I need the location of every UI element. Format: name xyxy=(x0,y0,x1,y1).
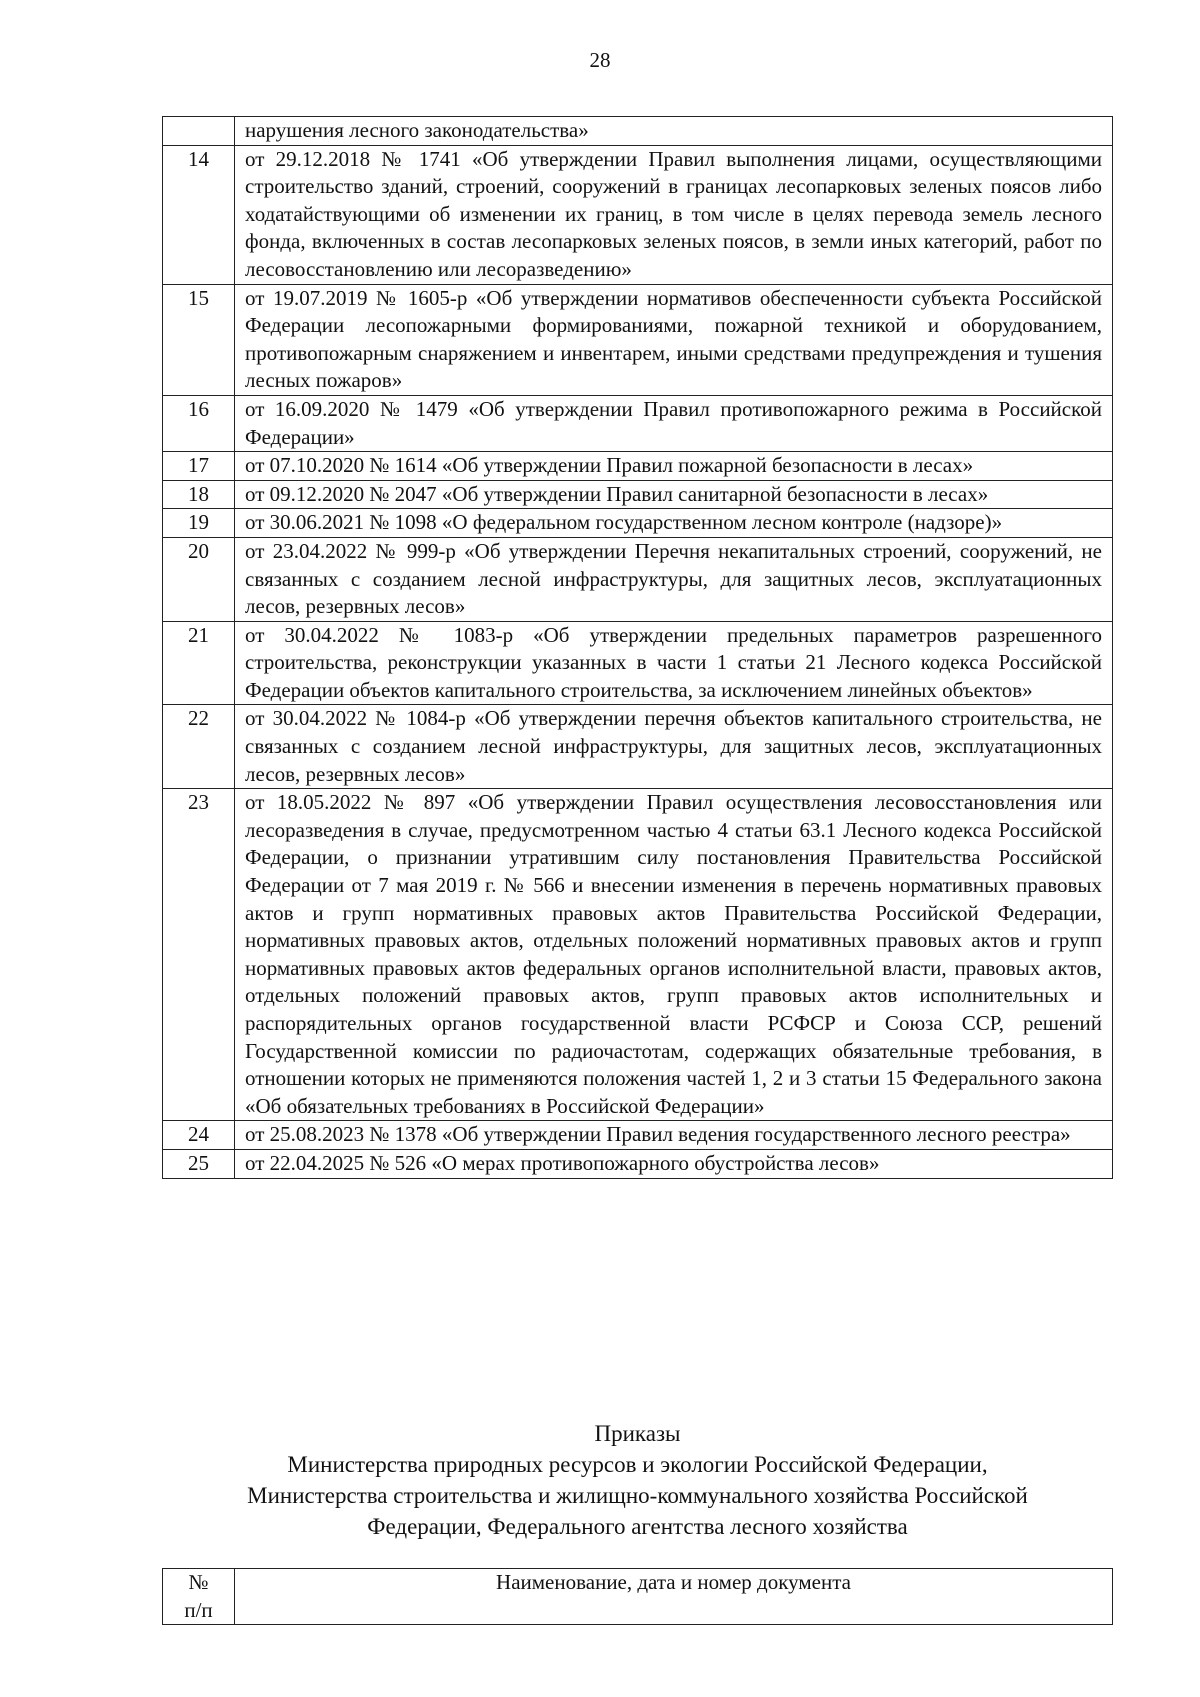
section-title: Приказы xyxy=(594,1421,681,1446)
row-text: от 23.04.2022 № 999-р «Об утверждении Перечня некапитальных строений, сооружений, не связанных с созданием лесной инфраструктуры, для защитных лесов, эксплуатационных лесов, резервных лесов» xyxy=(235,537,1113,621)
row-number: 15 xyxy=(163,284,235,395)
table-header-row xyxy=(163,1569,1113,1625)
section-heading xyxy=(162,1418,1113,1542)
row-number: 20 xyxy=(163,537,235,621)
table-row xyxy=(163,705,1113,789)
section-subtitle-line: Министерства строительства и жилищно-коммунального хозяйства Российской xyxy=(247,1483,1028,1508)
section-subtitle-line: Федерации, Федерального агентства лесного хозяйства xyxy=(367,1514,908,1539)
table-row xyxy=(163,284,1113,395)
table-row xyxy=(163,480,1113,509)
row-number: 18 xyxy=(163,480,235,509)
table-row xyxy=(163,509,1113,538)
row-number: 16 xyxy=(163,395,235,451)
section-subtitle-line: Министерства природных ресурсов и экологии Российской Федерации, xyxy=(287,1452,988,1477)
orders-table xyxy=(162,1568,1113,1625)
row-text: от 18.05.2022 № 897 «Об утверждении Правил осуществления лесовосстановления или лесоразведения в случае, предусмотренном частью 4 статьи 63.1 Лесного кодекса Российской Федерации, о признании утратившим силу постановления Правительства Российской Федерации от 7 мая 2019 г. № 566 и внесении изменения в перечень нормативных правовых актов и групп нормативных правовых актов Правительства Российской Федерации, нормативных правовых актов, отдельных положений нормативных правовых актов и групп нормативных правовых актов федеральных органов исполнительной власти, правовых актов, отдельных положений правовых актов, групп правовых актов исполнительных и распорядительных органов государственной власти РСФСР и Союза ССР, решений Государственной комиссии по радиочастотам, содержащих обязательные требования, в отношении которых не применяются положения частей 1, 2 и 3 статьи 15 Федерального закона «Об обязательных требованиях в Российской Федерации» xyxy=(235,789,1113,1121)
row-number: 25 xyxy=(163,1149,235,1178)
row-text: от 29.12.2018 № 1741 «Об утверждении Правил выполнения лицами, осуществляющими строительство зданий, строений, сооружений в границах лесопарковых зеленых поясов либо ходатайствующими об изменении их границ, в том числе в целях перевода земель лесного фонда, включенных в состав лесопарковых зеленых поясов, в земли иных категорий, работ по лесовосстановлению или лесоразведению» xyxy=(235,145,1113,284)
row-text: от 07.10.2020 № 1614 «Об утверждении Правил пожарной безопасности в лесах» xyxy=(235,452,1113,481)
row-text: от 16.09.2020 № 1479 «Об утверждении Правил противопожарного режима в Российской Федерации» xyxy=(235,395,1113,451)
column-header-number-line: п/п xyxy=(184,1597,213,1622)
row-text: от 19.07.2019 № 1605-р «Об утверждении нормативов обеспеченности субъекта Российской Федерации лесопожарными формированиями, пожарной техникой и оборудованием, противопожарным снаряжением и инвентарем, иными средствами предупреждения и тушения лесных пожаров» xyxy=(235,284,1113,395)
table-row xyxy=(163,452,1113,481)
table-row xyxy=(163,789,1113,1121)
row-number: 24 xyxy=(163,1121,235,1150)
row-text: от 30.04.2022 № 1083-р «Об утверждении предельных параметров разрешенного строительства, реконструкции указанных в части 1 статьи 21 Лесного кодекса Российской Федерации объектов капитального строительства, за исключением линейных объектов» xyxy=(235,621,1113,705)
row-number: 14 xyxy=(163,145,235,284)
table-row xyxy=(163,537,1113,621)
column-header-number-line: № xyxy=(188,1570,209,1594)
acts-table xyxy=(162,116,1113,1179)
table-row xyxy=(163,621,1113,705)
row-number: 21 xyxy=(163,621,235,705)
row-text: от 30.04.2022 № 1084-р «Об утверждении перечня объектов капитального строительства, не связанных с созданием лесной инфраструктуры, для защитных лесов, эксплуатационных лесов, резервных лесов» xyxy=(235,705,1113,789)
table-row xyxy=(163,1149,1113,1178)
column-header-number xyxy=(163,1569,235,1625)
row-number: 23 xyxy=(163,789,235,1121)
table-row xyxy=(163,117,1113,146)
table-row xyxy=(163,395,1113,451)
row-text: от 30.06.2021 № 1098 «О федеральном государственном лесном контроле (надзоре)» xyxy=(235,509,1113,538)
acts-table-body xyxy=(163,117,1113,1179)
row-text: от 25.08.2023 № 1378 «Об утверждении Правил ведения государственного лесного реестра» xyxy=(235,1121,1113,1150)
row-text: от 09.12.2020 № 2047 «Об утверждении Правил санитарной безопасности в лесах» xyxy=(235,480,1113,509)
table-row xyxy=(163,145,1113,284)
row-text: нарушения лесного законодательства» xyxy=(235,117,1113,146)
row-number: 22 xyxy=(163,705,235,789)
table-row xyxy=(163,1121,1113,1150)
row-number: 19 xyxy=(163,509,235,538)
page-number: 28 xyxy=(589,48,611,72)
row-number xyxy=(163,117,235,146)
row-text: от 22.04.2025 № 526 «О мерах противопожарного обустройства лесов» xyxy=(235,1149,1113,1178)
column-header-name: Наименование, дата и номер документа xyxy=(235,1569,1113,1625)
row-number: 17 xyxy=(163,452,235,481)
